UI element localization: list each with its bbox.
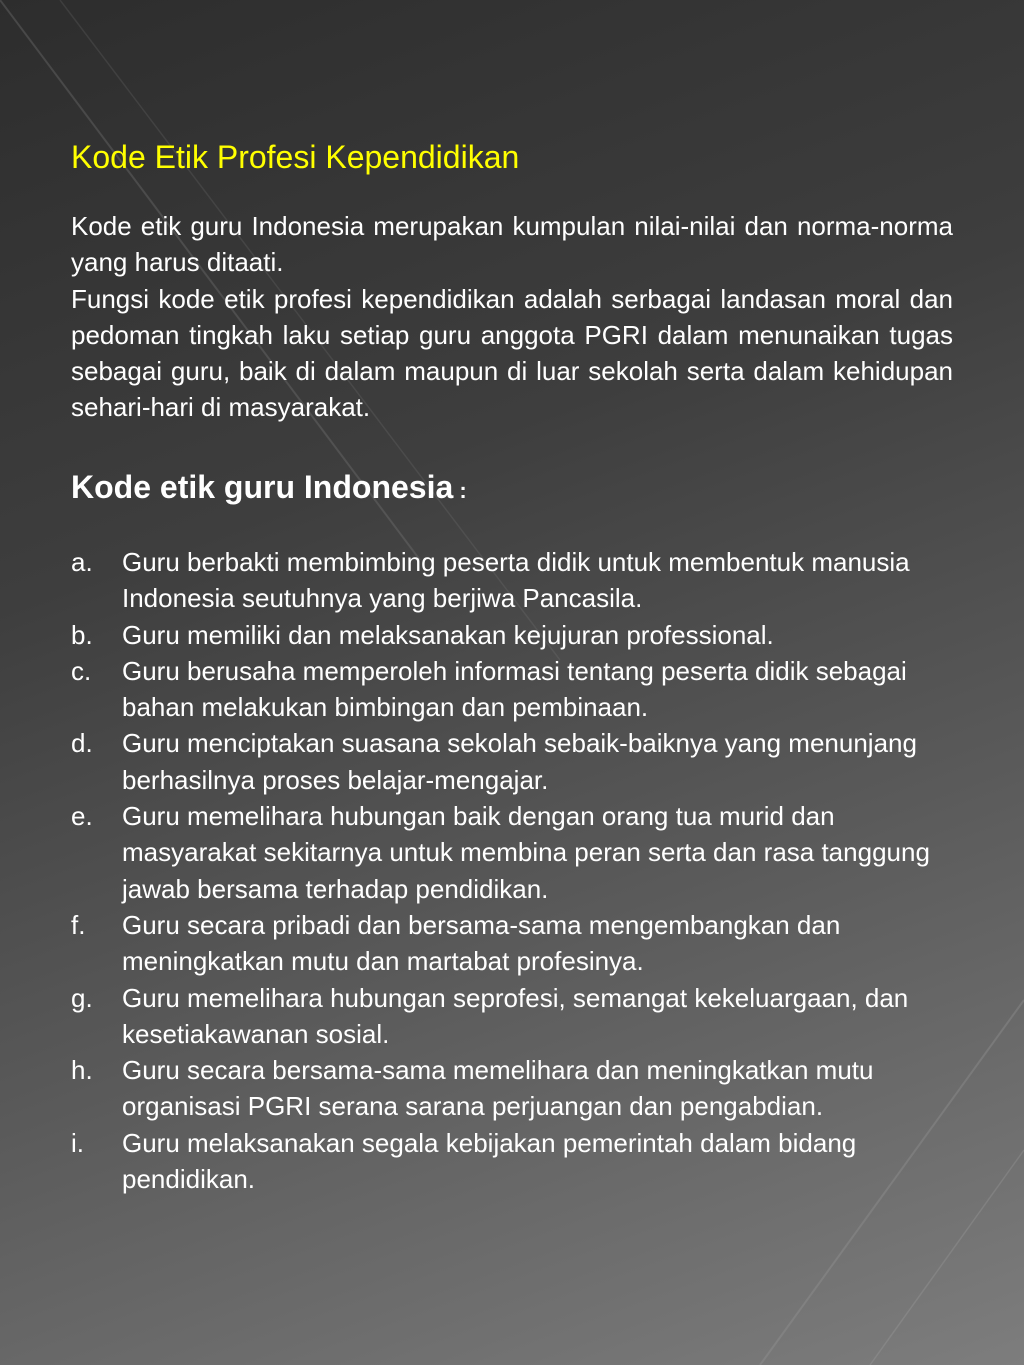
list-item — [71, 798, 966, 907]
list-item-marker: h. — [71, 1055, 93, 1086]
list-item-text: Guru melaksanakan segala kebijakan pemerintah dalam bidang pendidikan. — [122, 1127, 857, 1195]
list-item-text: Guru menciptakan suasana sekolah sebaik-baiknya yang menunjang berhasilnya proses belajar-mengajar. — [122, 728, 917, 795]
list-item-text: Guru memelihara hubungan baik dengan orang tua murid dan masyarakat sekitarnya untuk membina peran serta dan rasa tanggung jawab bersama terhadap pendidikan. — [122, 801, 930, 904]
section-heading-text: Kode etik guru Indonesia — [71, 469, 454, 505]
list-item — [71, 980, 966, 1053]
list-item-text: Guru berusaha memperoleh informasi tentang peserta didik sebagai bahan melakukan bimbingan dan pembinaan. — [122, 655, 907, 723]
list-item-text: Guru memiliki dan melaksanakan kejujuran professional. — [122, 619, 774, 650]
list-item — [71, 653, 966, 726]
list-item-marker: i. — [71, 1127, 84, 1158]
list-item — [71, 617, 966, 653]
list-item-marker: b. — [71, 619, 93, 650]
section-heading-colon: : — [453, 478, 467, 503]
list-item-marker: g. — [71, 982, 93, 1013]
list-item — [71, 1052, 966, 1125]
list-item-text: Guru secara bersama-sama memelihara dan meningkatkan mutu organisasi PGRI serana sarana perjuangan dan pengabdian. — [122, 1055, 874, 1122]
list-item-marker: f. — [71, 909, 86, 940]
list-item-marker: d. — [71, 728, 93, 759]
list-item-marker: e. — [71, 801, 93, 832]
intro-paragraph-function: Fungsi kode etik profesi kependidikan adalah serbagai landasan moral dan pedoman tingkah laku setiap guru anggota PGRI dalam menunaikan tugas sebagai guru, baik di dalam maupun di luar sekolah serta dalam kehidupan sehari-hari di masyarakat. — [71, 283, 953, 423]
section-heading — [71, 467, 467, 511]
slide-title: Kode Etik Profesi Kependidikan — [71, 139, 520, 175]
intro-text — [71, 208, 953, 426]
list-item-marker: a. — [71, 547, 93, 577]
list-item — [71, 1125, 966, 1198]
list-item — [71, 544, 966, 617]
intro-paragraph-definition: Kode etik guru Indonesia merupakan kumpulan nilai-nilai dan norma-norma yang harus ditaati. — [71, 211, 953, 278]
list-item-text: Guru berbakti membimbing peserta didik untuk membentuk manusia Indonesia seutuhnya yang berjiwa Pancasila. — [122, 547, 910, 614]
list-item — [71, 725, 966, 798]
list-item-text: Guru memelihara hubungan seprofesi, semangat kekeluargaan, dan kesetiakawanan sosial. — [122, 982, 909, 1049]
list-item — [71, 907, 966, 980]
code-of-ethics-list — [71, 544, 966, 1197]
list-item-text: Guru secara pribadi dan bersama-sama mengembangkan dan meningkatkan mutu dan martabat profesinya. — [122, 909, 841, 977]
list-item-marker: c. — [71, 655, 92, 686]
